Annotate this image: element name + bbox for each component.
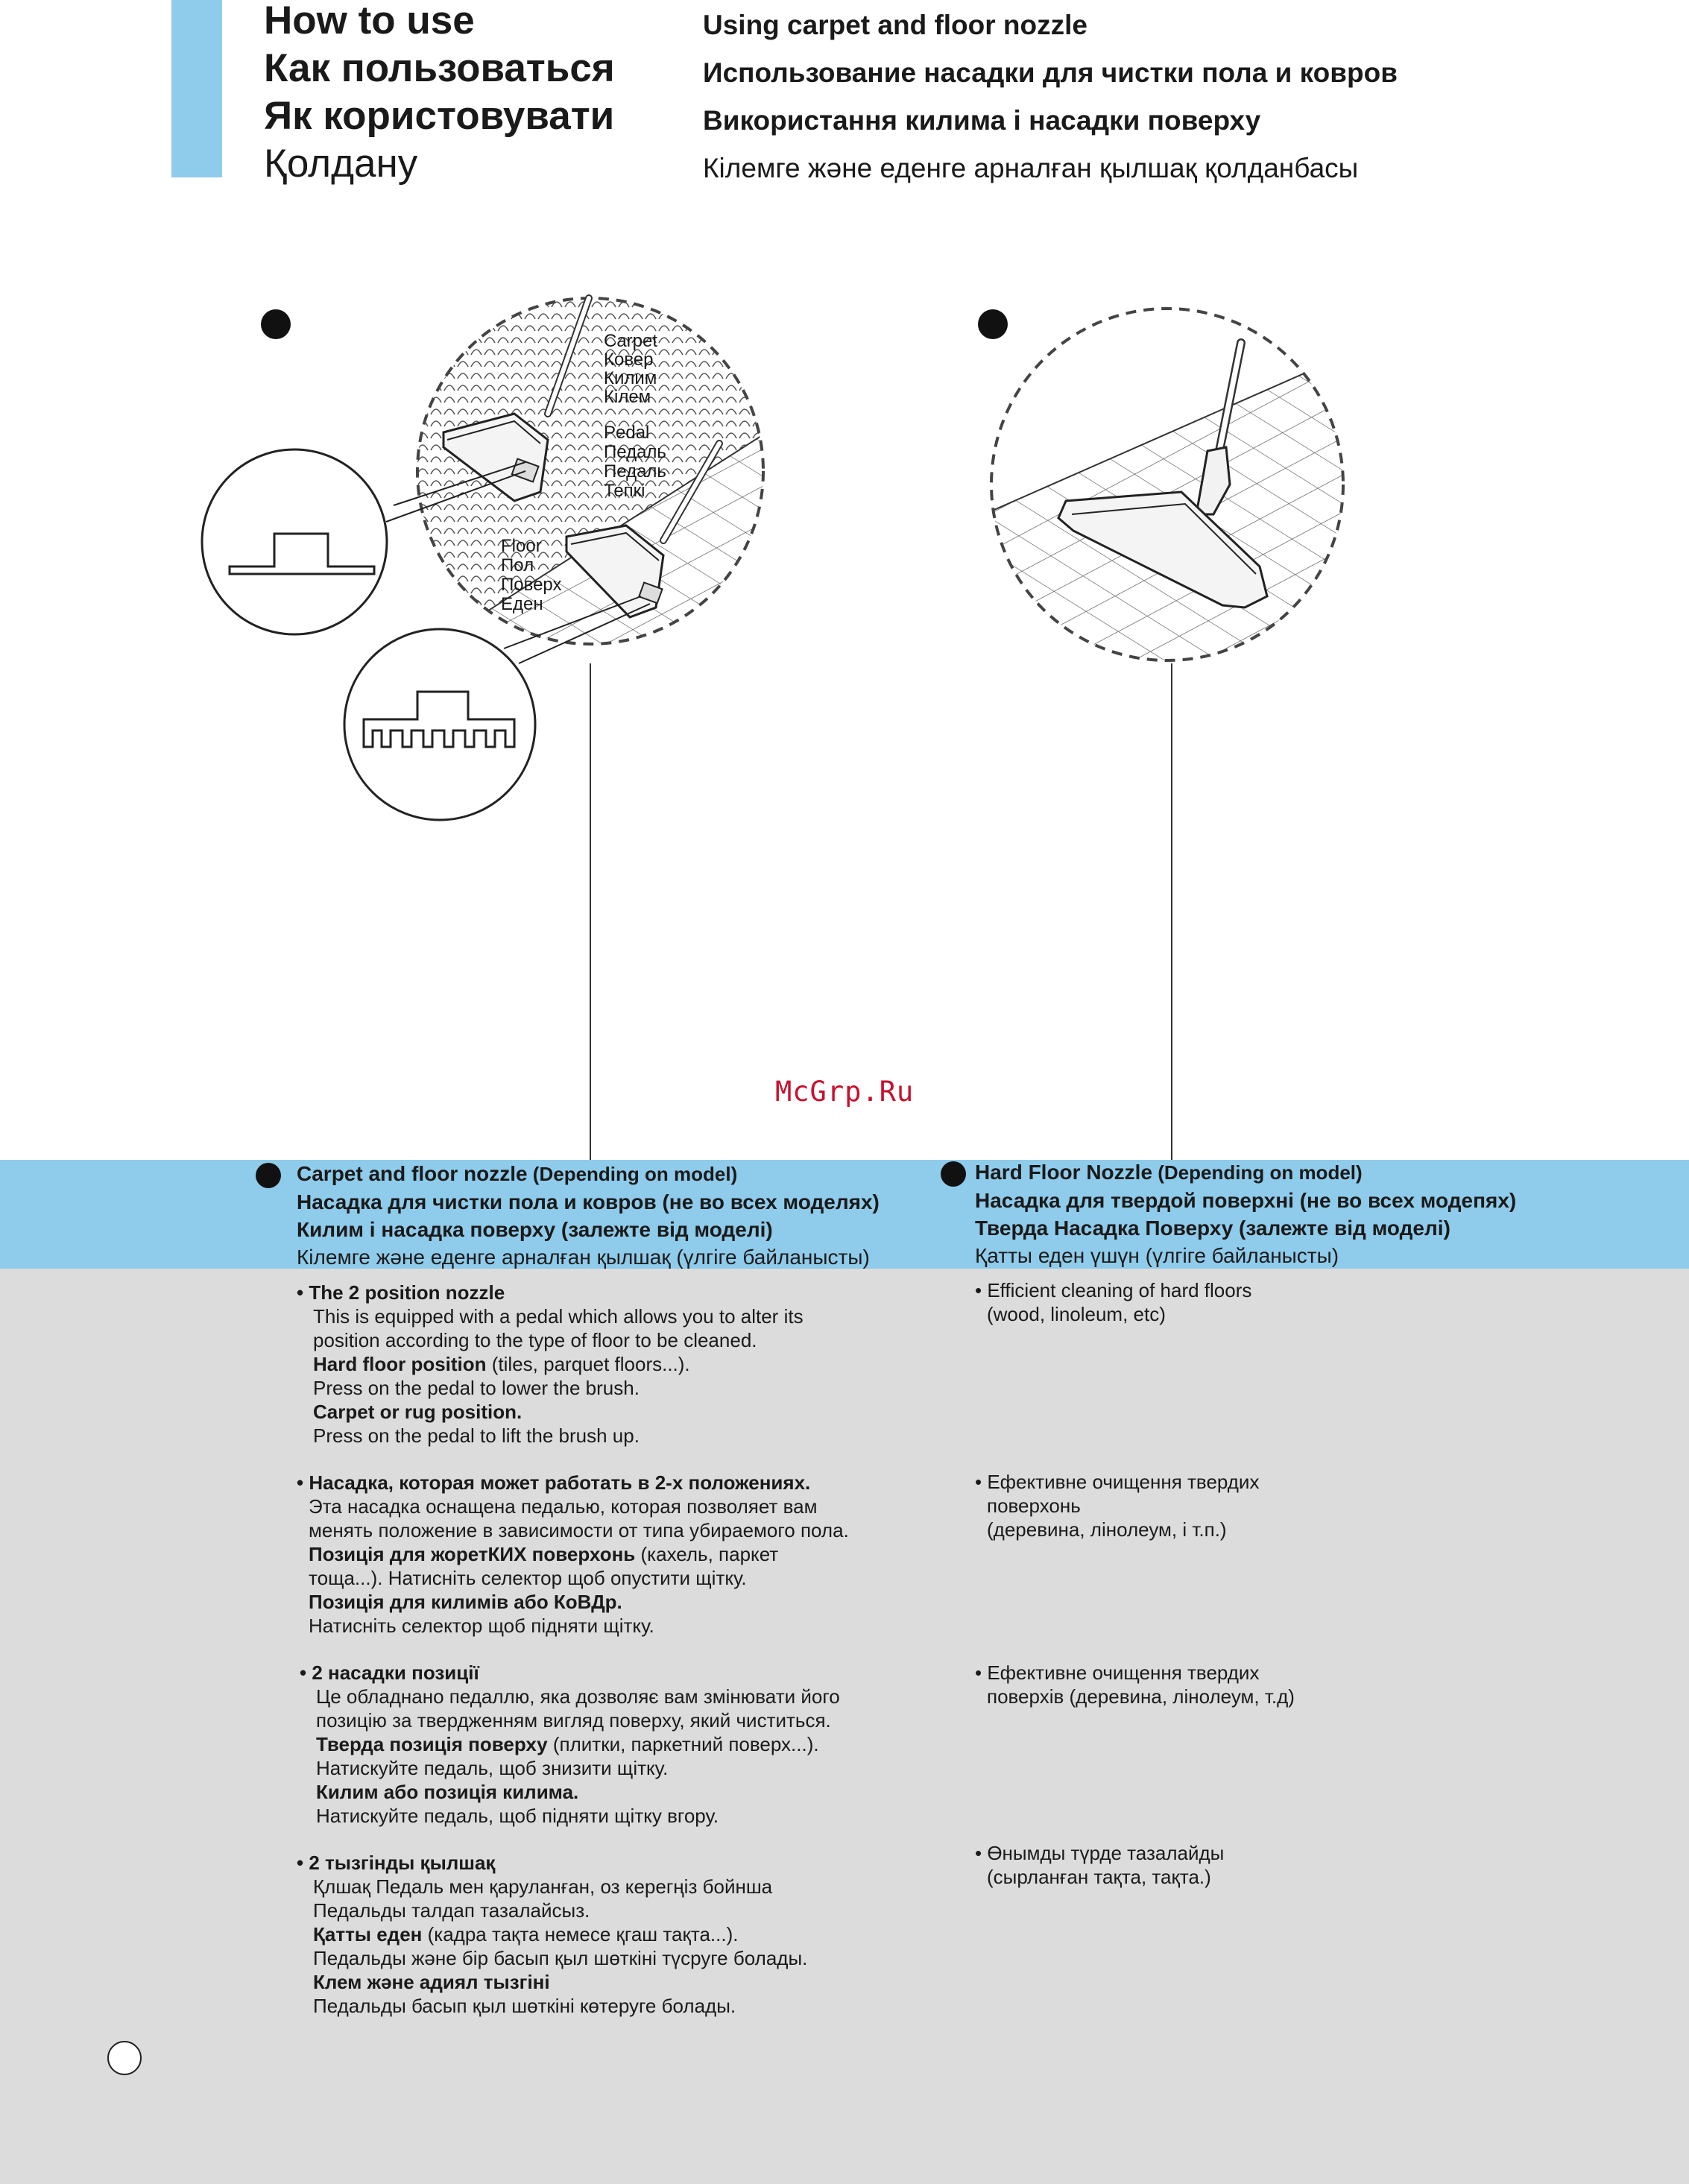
hard-uk-l1: • Ефективне очищення твердих (975, 1661, 1260, 1684)
section-heading-right (975, 1158, 1516, 1269)
instr-en-l3: Press on the pedal to lower the brush. (313, 1377, 640, 1399)
heading-right-uk: Тверда Насадка Поверху (залежте від моделі) (975, 1216, 1450, 1240)
heading-left-en: Carpet and floor nozzle (297, 1162, 528, 1185)
instr-en-l1: This is equipped with a pedal which allows you to alter its (313, 1305, 804, 1328)
title-en: How to use (264, 0, 475, 42)
section-bullet-left (256, 1163, 281, 1188)
instr-ru-head: • Насадка, которая может работать в 2-х положениях. (297, 1471, 811, 1494)
instr-uk-b1: Тверда позиція поверху (316, 1733, 548, 1755)
section-heading-left (297, 1160, 880, 1271)
instr-ru-b1: Позиція для жоретКИХ поверхонь (309, 1543, 636, 1565)
instr-ru-l1: Эта насадка оснащена педалью, которая позволяет вам (309, 1495, 818, 1518)
heading-left-uk: Килим і насадка поверху (залежте від моделі) (297, 1218, 773, 1241)
floor-label-ru: Пол (501, 555, 534, 575)
hard-kk-l1: • Өнымды түрде тазалайды (975, 1842, 1225, 1864)
title-kk: Қолдану (264, 142, 418, 186)
heading-left-en-note: (Depending on model) (527, 1163, 738, 1185)
instr-ru-l3: тоща...). Натисніть селектор щоб опустити щітку. (309, 1567, 747, 1589)
instr-kk-l2: Педальды талдап тазалайсыз. (313, 1899, 590, 1922)
hard-floor-note-ru (975, 1470, 1259, 1541)
watermark: McGrp.Ru (775, 1076, 915, 1108)
hard-ru-l3: (деревина, лінолеум, і т.п.) (987, 1518, 1227, 1541)
hard-ru-l1: • Ефективне очищення твердих (975, 1471, 1260, 1493)
carpet-label-uk: Килим (604, 368, 657, 388)
subtitle-kk: Кілемге жəне еденге арналған қылшақ қолданбасы (703, 153, 1359, 183)
title-ru: Как пользоваться (264, 46, 615, 90)
content-body (0, 1269, 1689, 2184)
instr-uk-l2: позицію за твердженням вигляд поверху, який чиститься. (316, 1709, 831, 1732)
instr-ru-l4: Натисніть селектор щоб підняти щітку. (309, 1615, 654, 1637)
hard-en-l1: • Efficient cleaning of hard floors (975, 1279, 1252, 1301)
instr-uk-l3: Натискуйте педаль, щоб знизити щітку. (316, 1757, 669, 1779)
hard-kk-l2: (сырланған тақта, тақта.) (987, 1866, 1211, 1888)
instr-en-b1: Hard floor position (313, 1353, 487, 1375)
hard-floor-note-uk (975, 1661, 1295, 1708)
carpet-label-kk: Кілем (604, 387, 651, 407)
nozzle-instructions-ru (297, 1471, 849, 1638)
subtitle-en: Using carpet and floor nozzle (703, 10, 1087, 40)
instr-ru-b2: Позиція для килимів або КоВДр. (309, 1591, 622, 1613)
floor-label-kk: Еден (501, 594, 543, 614)
subtitle-uk: Використання килима і насадки поверху (703, 105, 1261, 136)
page-number-circle (107, 2041, 142, 2075)
nozzle-instructions-kk (297, 1851, 807, 2018)
floor-label-en: Floor (501, 536, 542, 556)
instr-kk-head: • 2 тызгінды қылшақ (297, 1852, 496, 1874)
heading-right-en: Hard Floor Nozzle (975, 1161, 1153, 1184)
heading-left-ru: Насадка для чистки пола и ковров (не во всех моделях) (297, 1190, 880, 1213)
instr-en-b2: Carpet or rug position. (313, 1401, 523, 1423)
subtitle-ru: Использование насадки для чистки пола и ковров (703, 57, 1398, 88)
instr-kk-l4: Педальды басып қыл шөткіні көтеруге болады. (313, 1995, 736, 2017)
section-bullet-right (941, 1161, 966, 1187)
instr-kk-b1-rest: (кадра тақта немесе қгаш тақта...). (422, 1923, 739, 1945)
heading-right-kk: Қатты еден үшүн (үлгіге байланысты) (975, 1244, 1339, 1267)
instr-kk-b2: Клем жəне адиял тызгіні (313, 1971, 550, 1993)
instr-uk-l1: Це обладнано педаллю, яка дозволяє вам змінювати його (316, 1685, 840, 1708)
instr-kk-l1: Қлшақ Педаль мен қаруланған, оз керегңіз бойнша (313, 1875, 773, 1898)
pedal-label-uk: Педаль (604, 461, 666, 482)
instr-en-head: • The 2 position nozzle (297, 1281, 505, 1304)
instr-en-l2: position according to the type of floor to be cleaned. (313, 1329, 757, 1351)
carpet-label-ru: Ковер (604, 350, 654, 370)
instr-kk-b1: Қатты еден (313, 1923, 423, 1945)
step-bullet-2 (978, 309, 1008, 339)
instr-en-l4: Press on the pedal to lift the brush up. (313, 1424, 640, 1447)
nozzle-instructions-en (297, 1281, 804, 1448)
hard-floor-note-en (975, 1278, 1251, 1326)
title-uk: Як користовувати (264, 94, 615, 138)
heading-left-kk: Кілемге жəне еденге арналған қылшақ (үлгіге байланысты) (297, 1246, 870, 1269)
instr-ru-b1-rest: (кахель, паркет (635, 1543, 779, 1565)
nozzle-instructions-uk (300, 1661, 840, 1828)
pedal-label-en: Pedal (604, 423, 650, 443)
step-bullet-1 (261, 309, 291, 339)
hard-floor-note-kk (975, 1841, 1224, 1889)
carpet-label-en: Carpet (604, 331, 658, 351)
pedal-label-ru: Педаль (604, 442, 666, 462)
instr-uk-b1-rest: (плитки, паркетний поверх...). (547, 1733, 819, 1755)
instr-uk-l4: Натискуйте педаль, щоб підняти щітку вгору. (316, 1805, 719, 1827)
instr-ru-l2: менять положение в зависимости от типа убираемого пола. (309, 1519, 849, 1541)
floor-label-uk: Поверх (501, 575, 562, 595)
pedal-label-kk: Тепкі (604, 481, 645, 501)
heading-right-ru: Насадка для твердой поверхні (не во всех модепях) (975, 1189, 1517, 1212)
instr-kk-l3: Педальды жəне бір басып қыл шөткіні түсруге болады. (313, 1947, 808, 1969)
instr-uk-head: • 2 насадки позиції (300, 1661, 479, 1684)
instr-uk-b2: Килим або позиція килима. (316, 1781, 579, 1803)
instr-en-b1-rest: (tiles, parquet floors...). (486, 1353, 690, 1375)
hard-ru-l2: поверхонь (987, 1495, 1081, 1517)
hard-en-l2: (wood, linoleum, etc) (987, 1303, 1166, 1325)
heading-right-en-note: (Depending on model) (1152, 1161, 1363, 1184)
hard-uk-l2: поверхів (деревина, лінолеум, т.д) (987, 1685, 1295, 1708)
